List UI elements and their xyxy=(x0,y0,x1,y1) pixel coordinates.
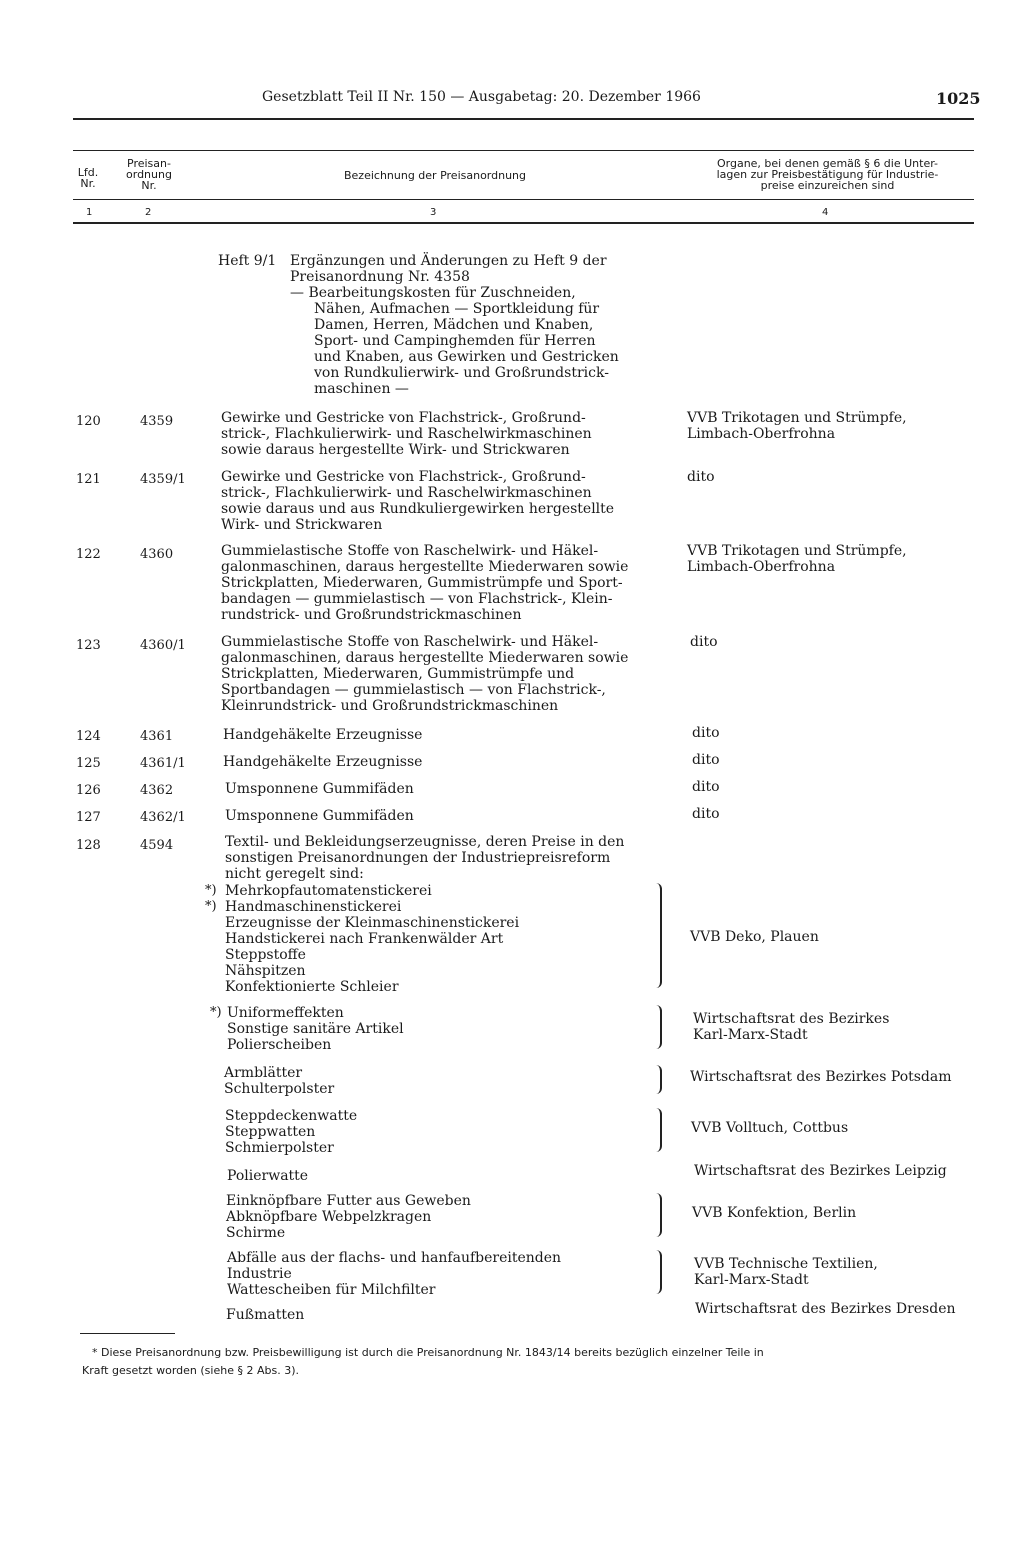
header-divider-rule xyxy=(73,199,974,200)
brace xyxy=(654,883,662,988)
brace xyxy=(654,1108,662,1152)
brace xyxy=(654,1193,662,1237)
brace xyxy=(654,1005,662,1049)
table-top-rule xyxy=(73,150,974,151)
col-preisanordnung-header: Preisan- ordnung Nr. xyxy=(126,157,172,192)
col-number-3: 3 xyxy=(430,207,437,218)
star-marker: *) xyxy=(210,1005,222,1020)
col-number-4: 4 xyxy=(822,207,829,218)
running-header: Gesetzblatt Teil II Nr. 150 — Ausgabetag: 20. Dezember 1966 xyxy=(262,89,701,105)
col-bezeichnung-header: Bezeichnung der Preisanordnung xyxy=(343,169,527,182)
brace xyxy=(654,1250,662,1294)
col-number-1: 1 xyxy=(86,207,93,218)
col-lfd-header: Lfd. Nr. xyxy=(77,166,99,190)
header-bottom-rule xyxy=(73,222,974,224)
footnote-rule xyxy=(80,1333,175,1334)
footnote: * Diese Preisanordnung bzw. Preisbewilligung ist durch die Preisanordnung Nr. 1843/14 bereits bezüglich einzelner Teile in xyxy=(92,1346,764,1359)
footnote-continuation: Kraft gesetzt worden (siehe § 2 Abs. 3). xyxy=(82,1364,299,1377)
heft-text: Ergänzungen und Änderungen zu Heft 9 der Preisanordnung Nr. 4358 — Bearbeitungskosten für Zuschneiden, Nähen, Aufmachen — Sportkleidung für Damen, Herren, Mädchen und Knaben, Sport- und Campinghemden für Herren und Knaben, aus Gewirken und Gestricken von Rundkulierwirk- und Großrundstrick- maschinen — xyxy=(290,253,619,397)
col-number-2: 2 xyxy=(145,207,152,218)
heft-label: Heft 9/1 xyxy=(218,253,277,269)
brace xyxy=(654,1065,662,1094)
page-number: 1025 xyxy=(936,89,981,108)
star-marker: *) xyxy=(205,899,217,914)
star-marker: *) xyxy=(205,883,217,898)
header-rule xyxy=(73,118,974,120)
col-organe-header: Organe, bei denen gemäß § 6 die Unter- lagen zur Preisbestätigung für Industrie- preise einzureichen sind xyxy=(716,157,939,192)
